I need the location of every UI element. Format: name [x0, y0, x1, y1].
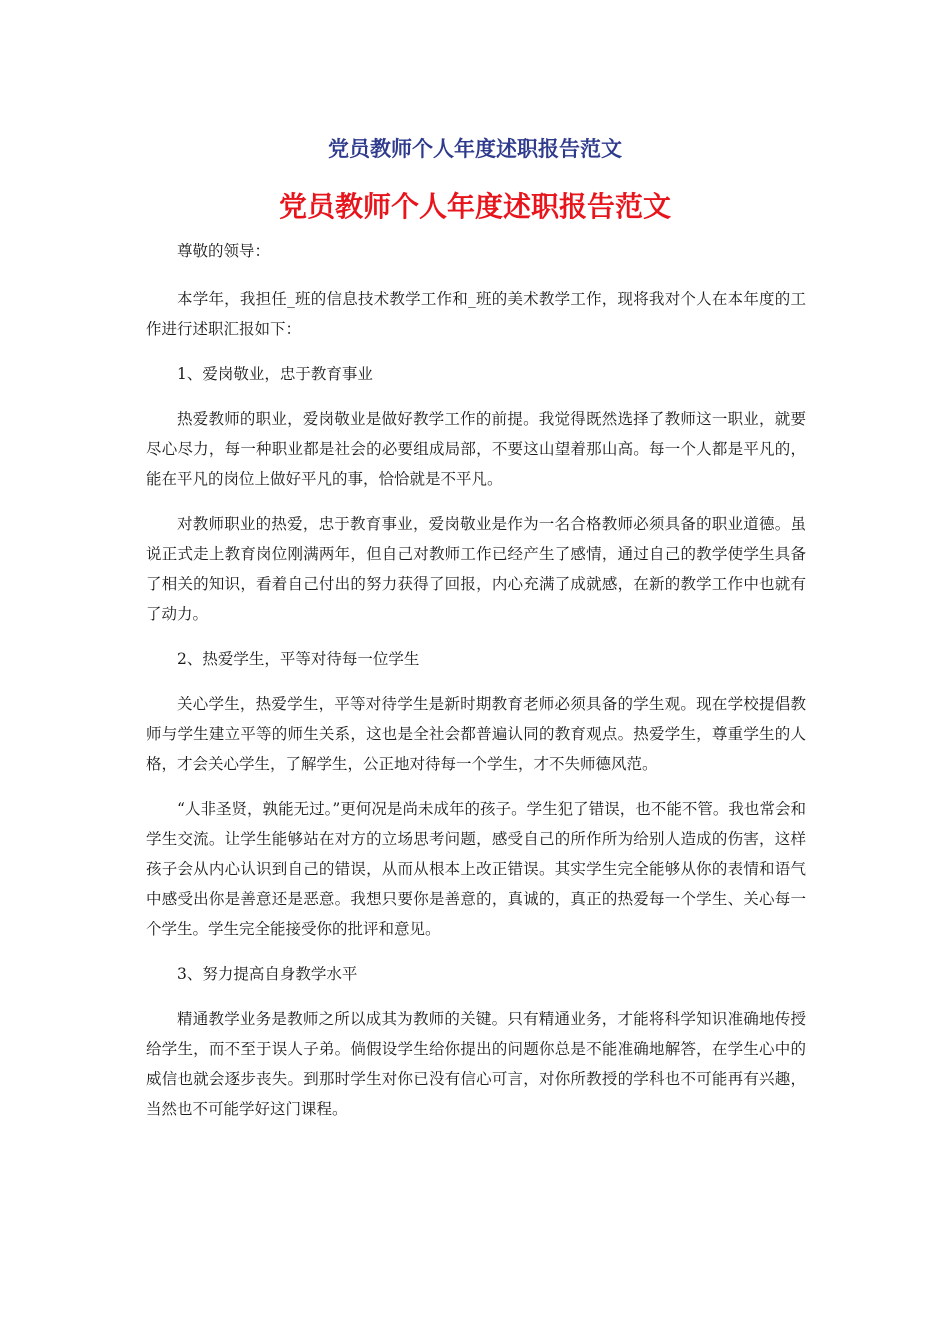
- header-title: 党员教师个人年度述职报告范文: [328, 137, 622, 161]
- paragraph: 对教师职业的热爱，忠于教育事业，爱岗敬业是作为一名合格教师必须具备的职业道德。虽说正式走上教育岗位刚满两年，但自己对教师工作已经产生了感情，通过自己的教学使学生具备了相关的知识，看着自己付出的努力获得了回报，内心充满了成就感，在新的教学工作中也就有了动力。: [146, 515, 806, 623]
- document-body: [146, 236, 806, 1139]
- section-heading-1: 1、爱岗敬业，忠于教育事业: [177, 365, 373, 383]
- section-heading-2: 2、热爱学生，平等对待每一位学生: [177, 650, 420, 668]
- paragraph: 精通教学业务是教师之所以成其为教师的关键。只有精通业务，才能将科学知识准确地传授给学生，而不至于误人子弟。倘假设学生给你提出的问题你总是不能准确地解答，在学生心中的威信也就会逐步丧失。到那时学生对你已没有信心可言，对你所教授的学科也不可能再有兴趣，当然也不可能学好这门课程。: [146, 1010, 806, 1118]
- main-title: 党员教师个人年度述职报告范文: [278, 190, 671, 223]
- paragraph: “人非圣贤，孰能无过。”更何况是尚未成年的孩子。学生犯了错误，也不能不管。我也常会和学生交流。让学生能够站在对方的立场思考问题，感受自己的所作所为给别人造成的伤害，这样孩子会从内心认识到自己的错误，从而从根本上改正错误。其实学生完全能够从你的表情和语气中感受出你是善意还是恶意。我想只要你是善意的，真诚的，真正的热爱每一个学生、关心每一个学生。学生完全能接受你的批评和意见。: [146, 800, 806, 938]
- paragraph: 关心学生，热爱学生，平等对待学生是新时期教育老师必须具备的学生观。现在学校提倡教师与学生建立平等的师生关系，这也是全社会都普遍认同的教育观点。热爱学生，尊重学生的人格，才会关心学生，了解学生，公正地对待每一个学生，才不失师德风范。: [146, 695, 806, 773]
- paragraph-intro: 本学年，我担任_班的信息技术教学工作和_班的美术教学工作，现将我对个人在本年度的工作进行述职汇报如下：: [146, 290, 806, 338]
- section-heading-3: 3、努力提高自身教学水平: [177, 965, 358, 983]
- paragraph: 热爱教师的职业，爱岗敬业是做好教学工作的前提。我觉得既然选择了教师这一职业，就要尽心尽力，每一种职业都是社会的必要组成局部，不要这山望着那山高。每一个人都是平凡的，能在平凡的岗位上做好平凡的事，恰恰就是不平凡。: [146, 410, 806, 488]
- salutation: 尊敬的领导：: [177, 242, 271, 260]
